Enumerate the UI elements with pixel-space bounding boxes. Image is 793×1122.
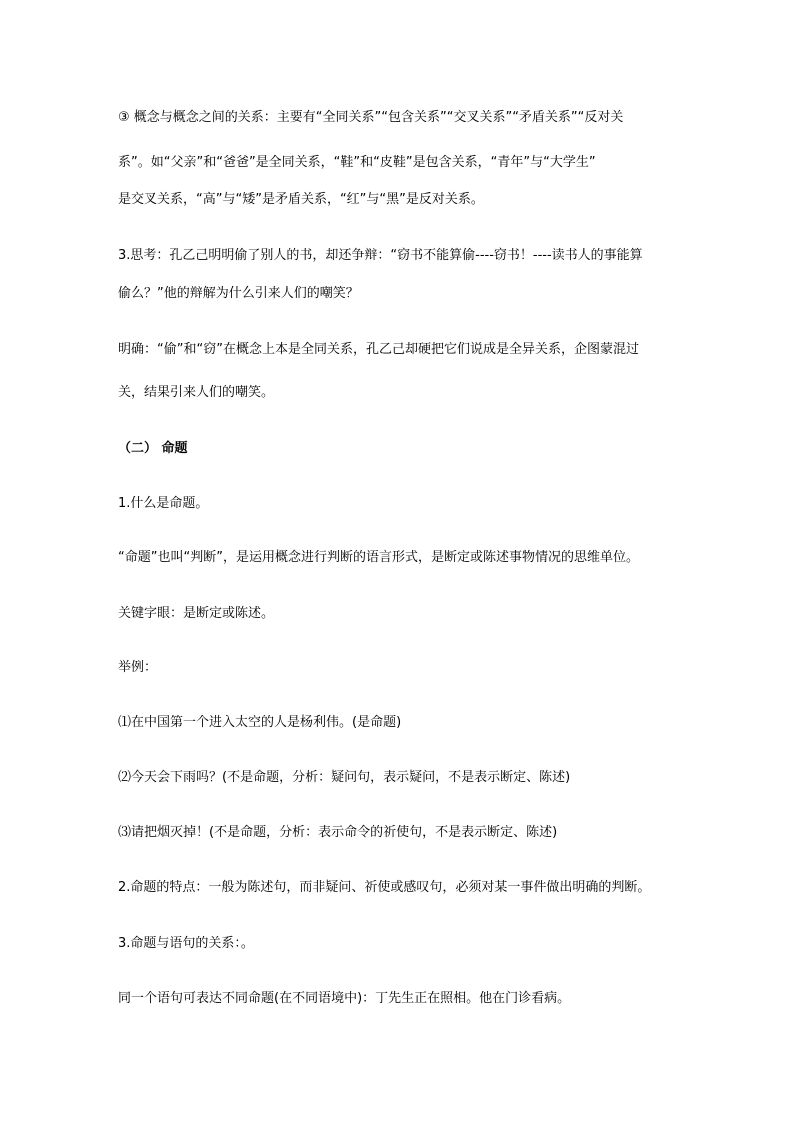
text-line-definition: “命题”也叫“判断”，是运用概念进行判断的语言形式，是断定或陈述事物情况的思维单位。 — [118, 550, 639, 565]
text-line-context-example: 同一个语句可表达不同命题(在不同语境中)：丁先生正在照相。他在门诊看病。 — [118, 991, 571, 1006]
example-item-2: ⑵今天会下雨吗？(不是命题，分析：疑问句，表示疑问，不是表示断定、陈述) — [118, 770, 571, 785]
text-line-question-1: 3.思考：孔乙己明明偷了别人的书，却还争辩：“窃书不能算偷----窃书！----读书人的事能算 — [118, 248, 643, 263]
text-line-relations-3: 是交叉关系，“高”与“矮”是矛盾关系，“红”与“黑”是反对关系。 — [118, 192, 484, 207]
text-line-answer-2: 关，结果引来人们的嘲笑。 — [118, 385, 275, 400]
text-line-sentence-relation: 3.命题与语句的关系：。 — [118, 936, 254, 951]
text-line-answer-1: 明确：“偷”和“窃”在概念上本是全同关系，孔乙己却硬把它们说成是全异关系，企图蒙混过 — [118, 342, 639, 357]
text-line-relations-2: 系”。如“父亲”和“爸爸”是全同关系，“鞋”和“皮鞋”是包含关系，“青年”与“大学生” — [118, 155, 596, 170]
text-line-examples-label: 举例： — [118, 660, 158, 675]
text-line-keywords: 关键字眼：是断定或陈述。 — [118, 606, 275, 621]
text-line-relations-1: ③ 概念与概念之间的关系：主要有“全同关系”“包含关系”“交叉关系”“矛盾关系”“反对关 — [118, 110, 624, 125]
text-line-features: 2.命题的特点：一般为陈述句，而非疑问、祈使或感叹句，必须对某一事件做出明确的判断。 — [118, 880, 651, 895]
text-line-question-2: 偷么？”他的辩解为什么引来人们的嘲笑？ — [118, 286, 359, 301]
example-item-1: ⑴在中国第一个进入太空的人是杨利伟。(是命题) — [118, 715, 402, 730]
example-item-3: ⑶请把烟灭掉！(不是命题，分析：表示命令的祈使句，不是表示断定、陈述) — [118, 825, 558, 840]
text-line-what-is-proposition: 1.什么是命题。 — [118, 496, 209, 511]
section-heading-proposition: （二） 命题 — [118, 441, 188, 456]
